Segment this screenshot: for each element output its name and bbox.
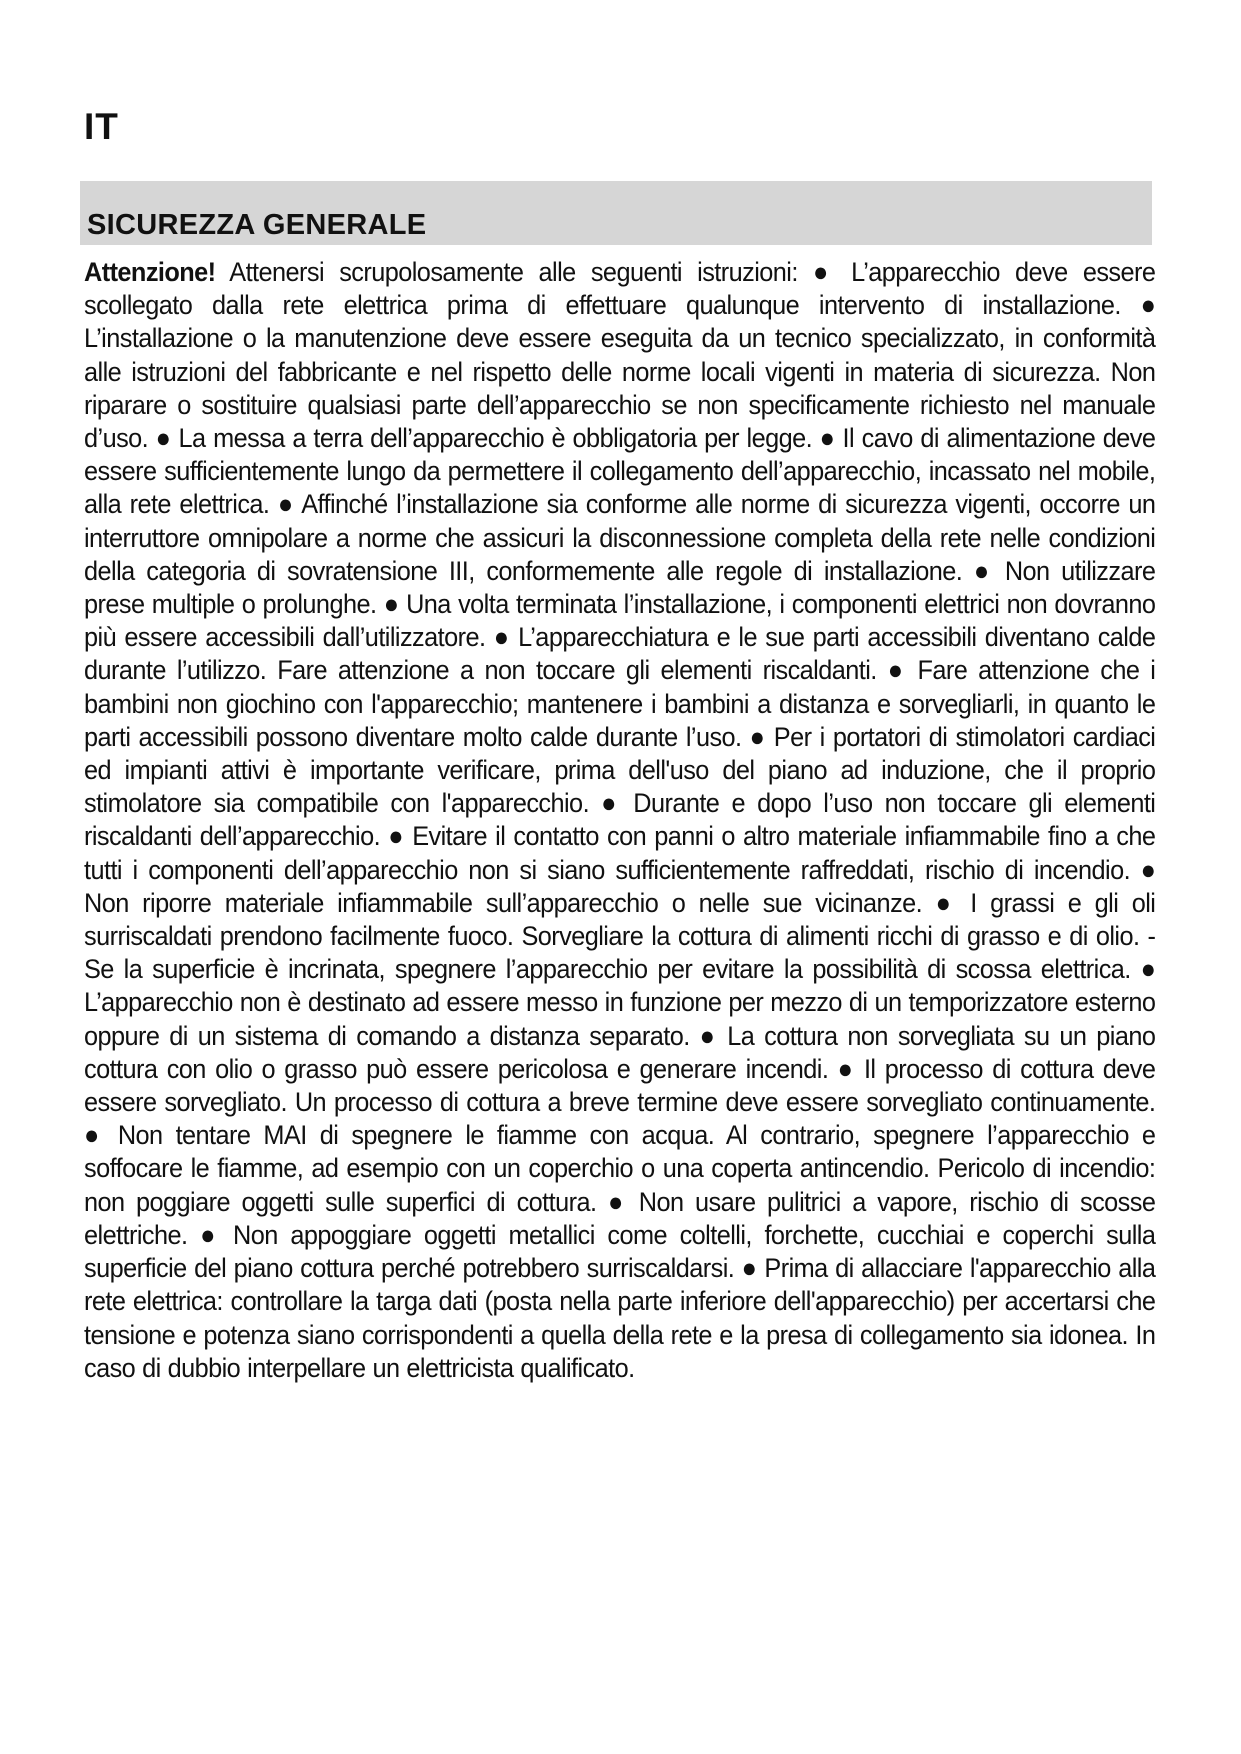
- language-code: IT: [84, 106, 119, 147]
- warning-lead: Attenzione!: [84, 256, 216, 287]
- section-header-bar: [80, 181, 1152, 245]
- safety-instructions-text: Attenersi scrupolosamente alle seguenti istruzioni: ● L’apparecchio deve essere scollegato dalla rete elettrica prima di effettuare qualunque intervento di installazione. ● L’installazione o la manutenzione deve essere eseguita da un tecnico specializzato, in conformità alle istruzioni del fabbricante e nel rispetto delle norme locali vigenti in materia di sicurezza. Non riparare o sostituire qualsiasi parte dell’apparecchio se non specificamente richiesto nel manuale d’uso. ● La messa a terra dell’apparecchio è obbligatoria per legge. ● Il cavo di alimentazione deve essere sufficientemente lungo da permettere il collegamento dell’apparecchio, incassato nel mobile, alla rete elettrica. ● Affinché l’installazione sia conforme alle norme di sicurezza vigenti, occorre un interruttore omnipolare a norme che assicuri la disconnessione completa della rete nelle condizioni della categoria di sovratensione III, conformemente alle regole di installazione. ● Non utilizzare prese multiple o prolunghe. ● Una volta terminata l’installazione, i componenti elettrici non dovranno più essere accessibili dall’utilizzatore. ● L’apparecchiatura e le sue parti accessibili diventano calde durante l’utilizzo. Fare attenzione a non toccare gli elementi riscaldanti. ● Fare attenzione che i bambini non giochino con l'apparecchio; mantenere i bambini a distanza e sorvegliarli, in quanto le parti accessibili possono diventare molto calde durante l’uso. ● Per i portatori di stimolatori cardiaci ed impianti attivi è importante verificare, prima dell'uso del piano ad induzione, che il proprio stimolatore sia compatibile con l'apparecchio. ● Durante e dopo l’uso non toccare gli elementi riscaldanti dell’apparecchio. ● Evitare il contatto con panni o altro materiale infiammabile fino a che tutti i componenti dell’apparecchio non si siano sufficientemente raffreddati, rischio di incendio. ● Non riporre materiale infiammabile sull’apparecchio o nelle sue vicinanze. ● I grassi e gli oli surriscaldati prendono facilmente fuoco. Sorvegliare la cottura di alimenti ricchi di grasso e di olio. - Se la superficie è incrinata, spegnere l’apparecchio per evitare la possibilità di scossa elettrica. ● L’apparecchio non è destinato ad essere messo in funzione per mezzo di un temporizzatore esterno oppure di un sistema di comando a distanza separato. ● La cottura non sorvegliata su un piano cottura con olio o grasso può essere pericolosa e generare incendi. ● Il processo di cottura deve essere sorvegliato. Un processo di cottura a breve termine deve essere sorvegliato continuamente. ● Non tentare MAI di spegnere le fiamme con acqua. Al contrario, spegnere l’apparecchio e soffocare le fiamme, ad esempio con un coperchio o una coperta antincendio. Pericolo di incendio: non poggiare oggetti sulle superfici di cottura. ● Non usare pulitrici a vapore, rischio di scosse elettriche. ● Non appoggiare oggetti metallici come coltelli, forchette, cucchiai e coperchi sulla superficie del piano cottura perché potrebbero surriscaldarsi. ● Prima di allacciare l'apparecchio alla rete elettrica: controllare la targa dati (posta nella parte inferiore dell'apparecchio) per accertarsi che tensione e potenza siano corrispondenti a quella della rete e la presa di collegamento sia idonea. In caso di dubbio interpellare un elettricista qualificato.: [84, 256, 1156, 1383]
- section-title: SICUREZZA GENERALE: [87, 209, 427, 241]
- safety-instructions-paragraph: [84, 255, 1155, 1384]
